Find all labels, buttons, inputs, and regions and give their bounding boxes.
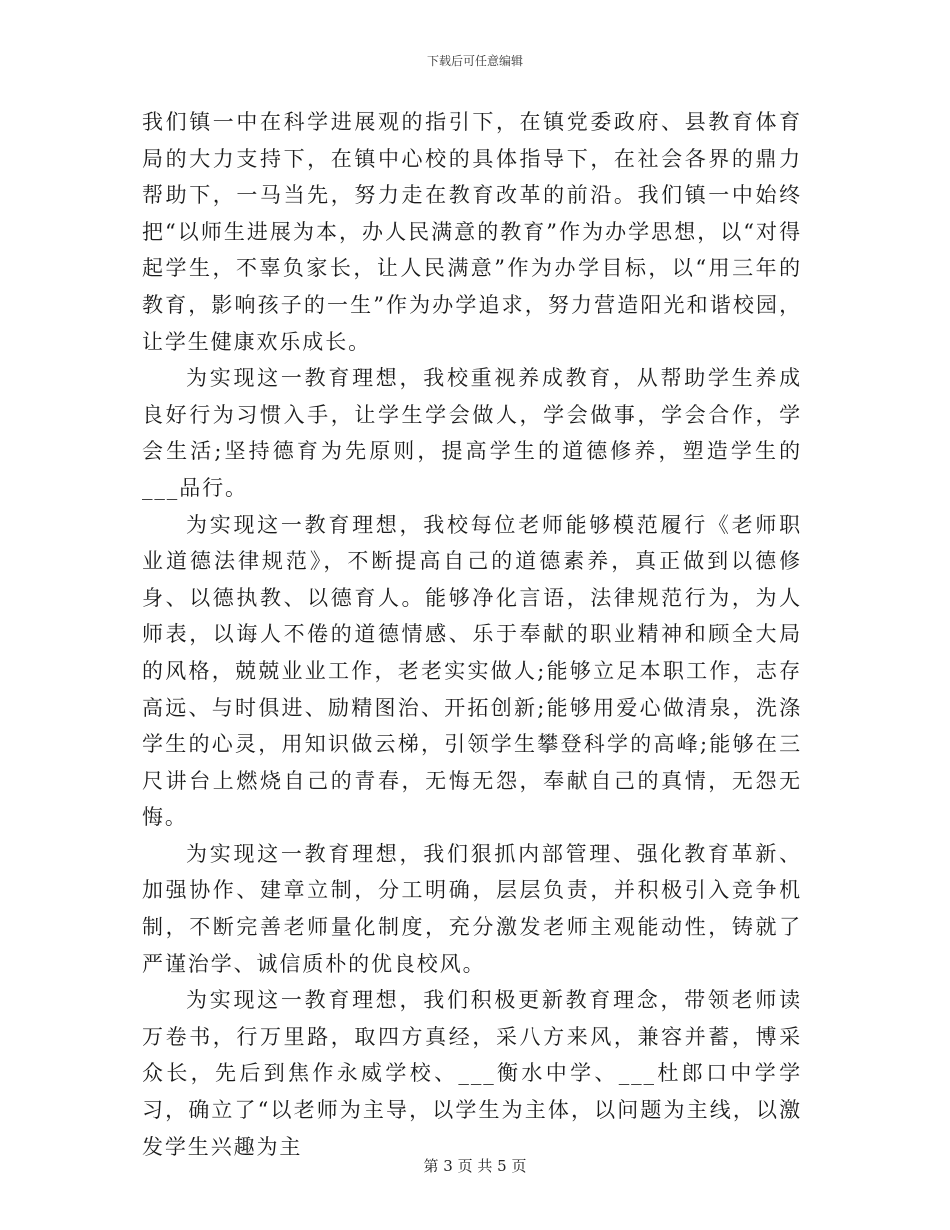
paragraph-3: 为实现这一教育理想，我校每位老师能够模范履行《老师职业道德法律规范》，不断提高自己的道德素养，真正做到以德修身、以德执教、以德育人。能够净化言语，法律规范行为，为人师表，以诲人不倦的道德情感、乐于奉献的职业精神和顾全大局的风格，兢兢业业工作，老老实实做人;能够立足本职工作，志存高远、与时俱进、励精图治、开拓创新;能够用爱心做清泉，洗涤学生的心灵，用知识做云梯，引领学生攀登科学的高峰;能够在三尺讲台上燃烧自己的青春，无悔无怨，奉献自己的真情，无怨无悔。 bbox=[142, 512, 802, 830]
paragraph-4: 为实现这一教育理想，我们狠抓内部管理、强化教育革新、加强协作、建章立制，分工明确，层层负责，并积极引入竞争机制，不断完善老师量化制度，充分激发老师主观能动性，铸就了严谨治学、诚信质朴的优良校风。 bbox=[142, 841, 802, 976]
page-footer: 第 3 页 共 5 页 bbox=[423, 1157, 527, 1175]
paragraph-2: 为实现这一教育理想，我校重视养成教育，从帮助学生养成良好行为习惯入手，让学生学会做人，学会做事，学会合作，学会生活;坚持德育为先原则，提高学生的道德修养，塑造学生的___品行。 bbox=[142, 366, 802, 500]
page-header: 下载后可任意编辑 bbox=[426, 54, 523, 68]
paragraph-5: 为实现这一教育理想，我们积极更新教育理念，带领老师读万卷书，行万里路，取四方真经，采八方来风，兼容并蓄，博采众长，先后到焦作永威学校、___衡水中学、___杜郎口中学学习，确立了“以老师为主导，以学生为主体，以问题为主线，以激发学生兴趣为主 bbox=[142, 988, 802, 1159]
document-body bbox=[142, 104, 802, 1165]
paragraph-1: 我们镇一中在科学进展观的指引下，在镇党委政府、县教育体育局的大力支持下，在镇中心校的具体指导下，在社会各界的鼎力帮助下，一马当先，努力走在教育改革的前沿。我们镇一中始终把“以师生进展为本，办人民满意的教育”作为办学思想，以“对得起学生，不辜负家长，让人民满意”作为办学目标，以“用三年的教育，影响孩子的一生”作为办学追求，努力营造阳光和谐校园，让学生健康欢乐成长。 bbox=[142, 110, 802, 354]
